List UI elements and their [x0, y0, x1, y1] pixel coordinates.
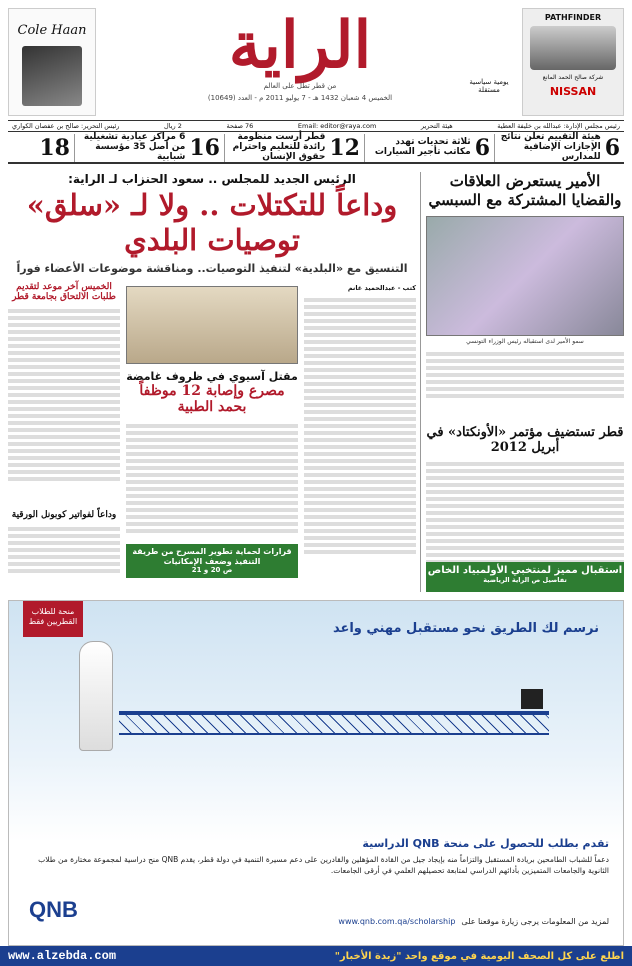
car-image — [530, 26, 616, 70]
qnb-text-block — [21, 837, 609, 877]
teaser-item[interactable] — [364, 134, 494, 162]
date-line: الخميس 4 شعبان 1432 هـ - 7 يوليو 2011 م - العدد (10649) — [207, 94, 393, 102]
masthead-slogan: من قطر تطل على العالم — [263, 82, 337, 90]
qatar-unctad-headline[interactable]: قطر تستضيف مؤتمر «الأونكتاد» في أبريل 2012 — [426, 424, 624, 455]
teaser-page: 16 — [189, 135, 220, 161]
qnb-advertisement[interactable] — [8, 600, 624, 946]
accident-headline[interactable]: مصرع وإصابة 12 موظفاً بحمد الطبية — [139, 383, 285, 415]
ad-brand-nissan: NISSAN — [549, 85, 597, 98]
ad-model-name: PATHFINDER — [544, 13, 602, 22]
olympics-banner[interactable] — [426, 562, 624, 592]
pages-count: 76 صفحة — [226, 122, 254, 130]
graduation-cap-icon — [521, 689, 543, 709]
price: 2 ريال — [164, 122, 182, 130]
olympics-banner-sub: تفاصيل ص الراية الرياضية — [483, 576, 567, 584]
right-story-headline[interactable]: الأمير يستعرض العلاقات والقضايا المشتركة مع السبسي — [428, 172, 622, 209]
masthead-subtitle: يومية سياسية مستقلة — [469, 78, 509, 94]
qnb-headline: تقدم بطلب للحصول على منحة QNB الدراسية — [362, 837, 609, 850]
qatar-story-body — [426, 459, 624, 579]
ad-product-image — [22, 46, 82, 106]
brief-title-university[interactable]: الخميس آخر موعد لتقديم طلبات الالتحاق بجامعة قطر — [12, 282, 116, 302]
accident-story — [126, 370, 298, 541]
photo-caption: سمو الأمير لدى استقباله رئيس الوزراء التونسي — [466, 337, 584, 345]
right-story — [426, 172, 624, 579]
teaser-text: هيئة التقييم تعلن نتائج الإجازات الإضافية للمدارس — [500, 132, 601, 162]
ad-brand-colehaan: Cole Haan — [17, 23, 87, 38]
teaser-text: ثلاثة تحديات تهدد مكاتب تأجير السيارات — [374, 137, 471, 157]
qnb-logo: QNB — [29, 897, 78, 922]
masthead — [150, 8, 450, 114]
theatre-pages: ص 20 و 21 — [191, 566, 233, 575]
teaser-item[interactable] — [494, 134, 624, 162]
left-briefs — [8, 282, 120, 584]
main-story-body — [304, 295, 416, 595]
qnb-scholarship-badge: منحة للطلاب القطريين فقط — [23, 601, 83, 637]
chairman-line: رئيس مجلس الإدارة: عبدالله بن خليفة العطية — [497, 122, 620, 130]
bridge-graphic — [119, 711, 549, 735]
footer-site-link[interactable]: www.alzebda.com — [8, 949, 117, 963]
teaser-text: 6 مراكز عيادية تشغيلية من أصل 35 مؤسسة شبابية — [83, 132, 186, 162]
accident-body — [126, 421, 298, 541]
accident-photo — [126, 286, 298, 364]
teaser-text: قطر أرست منظومة رائدة للتعليم واحترام حقوق الإنسان — [232, 132, 326, 162]
main-story-column — [304, 284, 416, 595]
column-divider — [420, 172, 421, 592]
teaser-item[interactable] — [74, 134, 224, 162]
brief-body-university — [8, 306, 120, 506]
qnb-url-link[interactable]: www.qnb.com.qa/scholarship — [338, 917, 456, 926]
right-story-body — [426, 349, 624, 419]
accident-kicker: مقتل آسيوي في ظروف غامضة — [126, 370, 298, 383]
editor-line: رئيس التحرير: صالح بن عفصان الكواري — [12, 122, 120, 130]
ads-line: هيئة التحرير — [420, 122, 453, 130]
theatre-banner[interactable] — [126, 544, 298, 578]
teaser-item[interactable] — [224, 134, 364, 162]
teaser-item[interactable] — [8, 134, 74, 162]
teaser-page: 18 — [39, 135, 70, 161]
main-story-subheadline: التنسيق مع «البلدية» لتنفيذ التوصيات.. ومناقشة موضوعات الأعضاء فوراً — [16, 261, 408, 275]
main-story — [8, 172, 416, 275]
masthead-title: الراية — [228, 8, 372, 83]
main-story-kicker: الرئيس الجديد للمجلس .. سعود الحنزاب لـ الراية: — [68, 172, 356, 186]
main-story-byline: كتب - عبدالحميد غانم — [347, 284, 416, 292]
footer-bar — [0, 946, 632, 966]
brief-title-coupons[interactable]: وداعاً لفواتير كوبونل الورقية — [11, 510, 117, 520]
email-line: Email: editor@raya.com — [297, 122, 377, 130]
graduate-figure — [79, 641, 113, 751]
qnb-tagline: نرسم لك الطريق نحو مستقبل مهني واعد — [332, 621, 599, 636]
qnb-more-text: لمزيد من المعلومات يرجى زيارة موقعنا على — [461, 917, 609, 926]
teasers-row — [8, 134, 624, 164]
staff-bar — [8, 120, 624, 132]
teaser-page: 6 — [474, 135, 490, 161]
theatre-banner-text: قرارات لحماية تطوير المسرح من طريقة التنفيذ وضعف الإمكانيات — [132, 547, 292, 566]
left-advertisement[interactable] — [8, 8, 96, 116]
teaser-page: 6 — [604, 135, 620, 161]
ad-dealer: شركة صالح الحمد المانع — [542, 74, 604, 81]
olympics-banner-title: استقبال مميز لمنتخبي الأولمبياد الخاص — [427, 565, 623, 576]
brief-body-coupons — [8, 524, 120, 584]
footer-text: اطلع على كل الصحف اليومية في موقع واحد "زبدة الأخبار" — [334, 950, 624, 962]
right-advertisement[interactable] — [522, 8, 624, 116]
qnb-body: دعماً للشباب الطامحين بريادة المستقبل والتزاماً منه بإيجاد جيل من القادة المؤهلين والقادرين على دعم مسيرة التنمية في دولة قطر، يقدم QNB منح دراسية لمجموعة مختارة من طلاب الثانوية والجامعات المتميزين بأدائهم الدراسي لمتابعة تحصيلهم العلمي في أرقى الجامعات. — [38, 855, 609, 876]
main-story-headline[interactable]: وداعاً للتكتلات .. ولا لـ «سلق» توصيات البلدي — [26, 188, 398, 257]
teaser-page: 12 — [329, 135, 360, 161]
emir-photo — [426, 216, 624, 336]
qnb-more-info — [338, 917, 609, 926]
